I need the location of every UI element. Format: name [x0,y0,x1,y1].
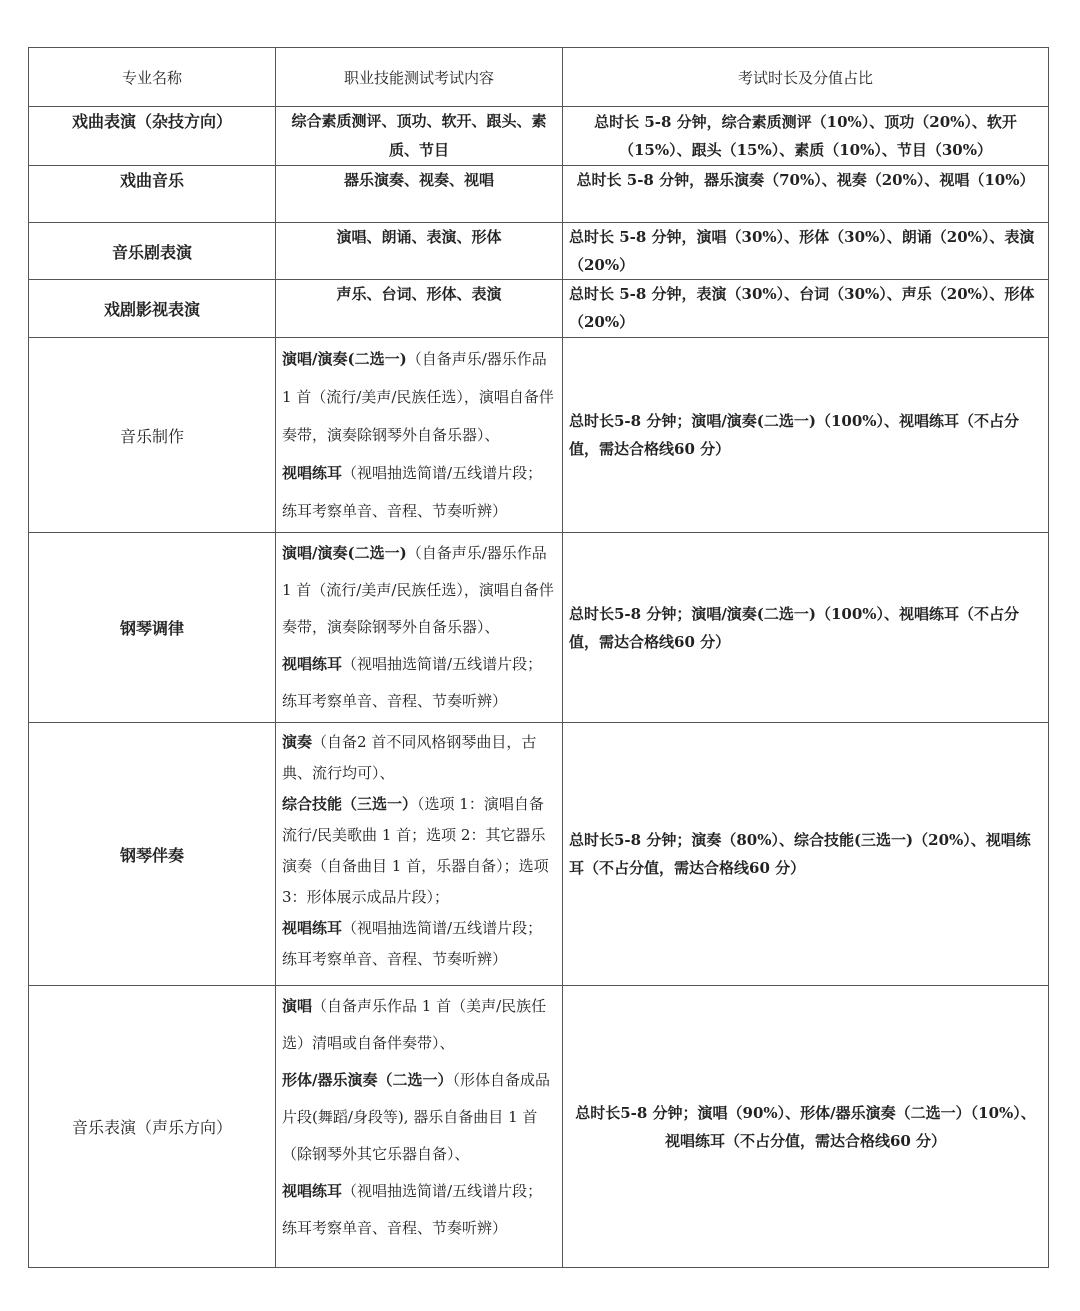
content-text: （自备声乐/器乐作品 1 首（流行/美声/民族任选），演唱自备伴奏带，演奏除钢琴外自备乐器）、 [282,350,554,444]
content-bold: 形体/器乐演奏（二选一） [282,1071,453,1089]
content-text: （自备2 首不同风格钢琴曲目，古典、流行均可）、 [282,733,537,782]
exam-ratio: 总时长5-8 分钟；演唱（90%）、形体/器乐演奏（二选一）（10%）、视唱练耳（不占分值，需达合格线60 分） [563,986,1049,1268]
header-content: 职业技能测试考试内容 [276,48,563,107]
major-name: 钢琴伴奏 [29,723,276,986]
exam-content [276,533,563,723]
table-row [29,986,1049,1268]
exam-ratio: 总时长5-8 分钟；演唱/演奏(二选一)（100%）、视唱练耳（不占分值，需达合格线60 分） [563,533,1049,723]
content-bold: 演奏 [282,733,313,751]
exam-content: 综合素质测评、顶功、软开、跟头、素质、节目 [276,107,563,166]
content-bold: 视唱练耳 [282,919,343,937]
major-name: 音乐表演（声乐方向） [29,986,276,1268]
table-row [29,280,1049,338]
content-bold: 综合技能（三选一） [282,795,418,813]
major-name: 钢琴调律 [29,533,276,723]
header-row [29,48,1049,107]
table-row [29,533,1049,723]
exam-content [276,723,563,986]
content-text: （自备声乐作品 1 首（美声/民族任选）清唱或自备伴奏带）、 [282,997,547,1052]
header-major: 专业名称 [29,48,276,107]
table-row [29,223,1049,280]
exam-ratio: 总时长5-8 分钟；演唱/演奏(二选一)（100%）、视唱练耳（不占分值，需达合格线60 分） [563,338,1049,533]
exam-ratio: 总时长 5-8 分钟，表演（30%）、台词（30%）、声乐（20%）、形体（20%） [563,280,1049,338]
major-name: 音乐制作 [29,338,276,533]
exam-ratio: 总时长 5-8 分钟，综合素质测评（10%）、顶功（20%）、软开（15%）、跟头（15%）、素质（10%）、节目（30%） [563,107,1049,166]
content-bold: 视唱练耳 [282,464,343,482]
content-text: （视唱抽选简谱/五线谱片段；练耳考察单音、音程、节奏听辨） [282,1182,543,1237]
exam-ratio: 总时长5-8 分钟；演奏（80%）、综合技能(三选一)（20%）、视唱练耳（不占分值，需达合格线60 分） [563,723,1049,986]
exam-content: 演唱、朗诵、表演、形体 [276,223,563,280]
content-bold: 视唱练耳 [282,1182,343,1200]
header-ratio: 考试时长及分值占比 [563,48,1049,107]
table-row [29,166,1049,223]
exam-ratio: 总时长 5-8 分钟，演唱（30%）、形体（30%）、朗诵（20%）、表演（20%） [563,223,1049,280]
exam-ratio: 总时长 5-8 分钟，器乐演奏（70%）、视奏（20%）、视唱（10%） [563,166,1049,223]
exam-content [276,338,563,533]
content-bold: 视唱练耳 [282,655,343,673]
content-text: （视唱抽选简谱/五线谱片段；练耳考察单音、音程、节奏听辨） [282,464,543,520]
exam-content: 声乐、台词、形体、表演 [276,280,563,338]
major-name: 音乐剧表演 [29,223,276,280]
exam-content [276,986,563,1268]
content-bold: 演唱/演奏(二选一) [282,350,407,368]
major-name: 戏曲表演（杂技方向） [29,107,276,166]
content-text: （选项 1：演唱自备流行/民美歌曲 1 首；选项 2：其它器乐演奏（自备曲目 1 首，乐器自备）；选项 3：形体展示成品片段）； [282,795,549,906]
content-text: （形体自备成品片段(舞蹈/身段等), 器乐自备曲目 1 首（除钢琴外其它乐器自备）、 [282,1071,550,1163]
content-bold: 演唱/演奏(二选一) [282,544,407,562]
table-row [29,107,1049,166]
content-text: （视唱抽选简谱/五线谱片段；练耳考察单音、音程、节奏听辨） [282,655,543,710]
content-text: （视唱抽选简谱/五线谱片段；练耳考察单音、音程、节奏听辨） [282,919,543,968]
exam-content: 器乐演奏、视奏、视唱 [276,166,563,223]
table-row [29,723,1049,986]
exam-table [28,47,1049,1268]
table-row [29,338,1049,533]
major-name: 戏剧影视表演 [29,280,276,338]
content-text: （自备声乐/器乐作品 1 首（流行/美声/民族任选），演唱自备伴奏带，演奏除钢琴外自备乐器）、 [282,544,554,636]
major-name: 戏曲音乐 [29,166,276,223]
content-bold: 演唱 [282,997,313,1015]
